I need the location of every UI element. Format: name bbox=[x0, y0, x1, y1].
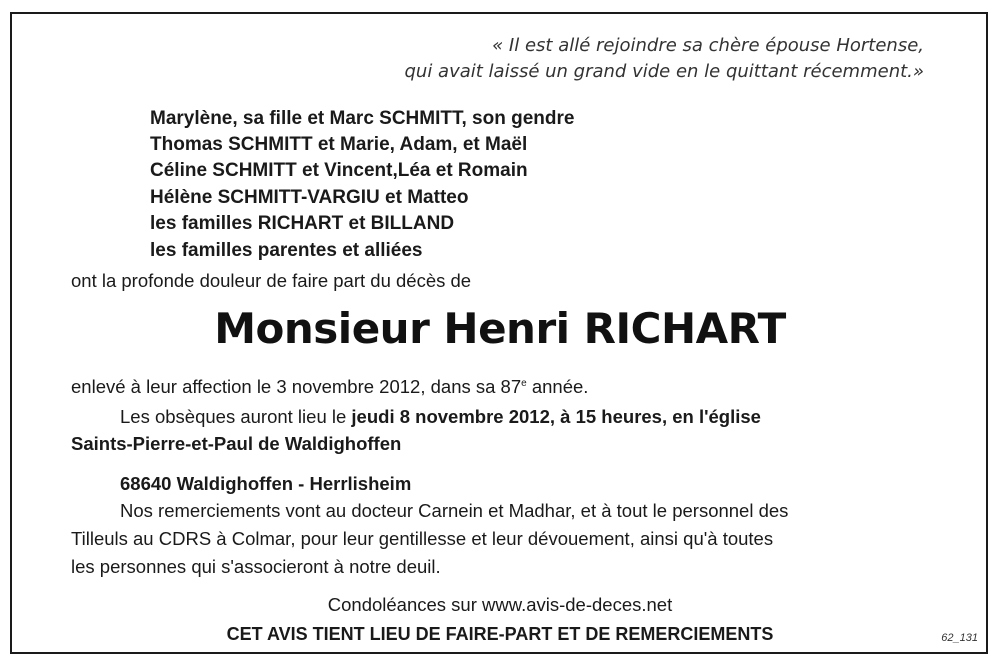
funeral-church: Saints-Pierre-et-Paul de Waldighoffen bbox=[71, 433, 402, 454]
closing-line: CET AVIS TIENT LIEU DE FAIRE-PART ET DE REMERCIEMENTS bbox=[226, 624, 774, 644]
funeral-date: jeudi 8 novembre 2012, à 15 heures, en l'église bbox=[351, 406, 761, 427]
address: 68640 Waldighoffen - Herrlisheim bbox=[120, 473, 412, 494]
condolences-line: Condoléances sur www.avis-de-deces.net bbox=[327, 594, 673, 615]
thanks-line-2: Tilleuls au CDRS à Colmar, pour leur gentillesse et leur dévouement, ainsi qu'à toutes bbox=[71, 528, 774, 549]
taken-text: enlevé à leur affection le 3 novembre 2012, dans sa 87 bbox=[71, 376, 522, 397]
thanks-line-3: les personnes qui s'associeront à notre deuil. bbox=[71, 556, 441, 577]
family-line: les familles parentes et alliées bbox=[150, 240, 423, 261]
funeral-line bbox=[120, 406, 761, 428]
announcement-text: ont la profonde douleur de faire part du décès de bbox=[71, 270, 472, 291]
family-line: Hélène SCHMITT-VARGIU et Matteo bbox=[150, 187, 469, 208]
quote-line-2: qui avait laissé un grand vide en le quittant récemment.» bbox=[404, 61, 924, 82]
thanks-line-1: Nos remerciements vont au docteur Carnein et Madhar, et à tout le personnel des bbox=[120, 500, 789, 521]
taken-line bbox=[71, 376, 588, 398]
taken-end: année. bbox=[526, 376, 589, 397]
family-line: Céline SCHMITT et Vincent,Léa et Romain bbox=[150, 160, 528, 181]
deceased-name: Monsieur Henri RICHART bbox=[214, 304, 786, 353]
family-line: Thomas SCHMITT et Marie, Adam, et Maël bbox=[150, 134, 528, 155]
taken-sup: e bbox=[521, 377, 527, 389]
family-line: les familles RICHART et BILLAND bbox=[150, 213, 455, 234]
reference-code: 62_131 bbox=[941, 632, 978, 644]
quote-line-1: « Il est allé rejoindre sa chère épouse Hortense, bbox=[492, 35, 924, 56]
funeral-prefix: Les obsèques auront lieu le bbox=[120, 406, 352, 427]
family-line: Marylène, sa fille et Marc SCHMITT, son gendre bbox=[150, 108, 575, 129]
